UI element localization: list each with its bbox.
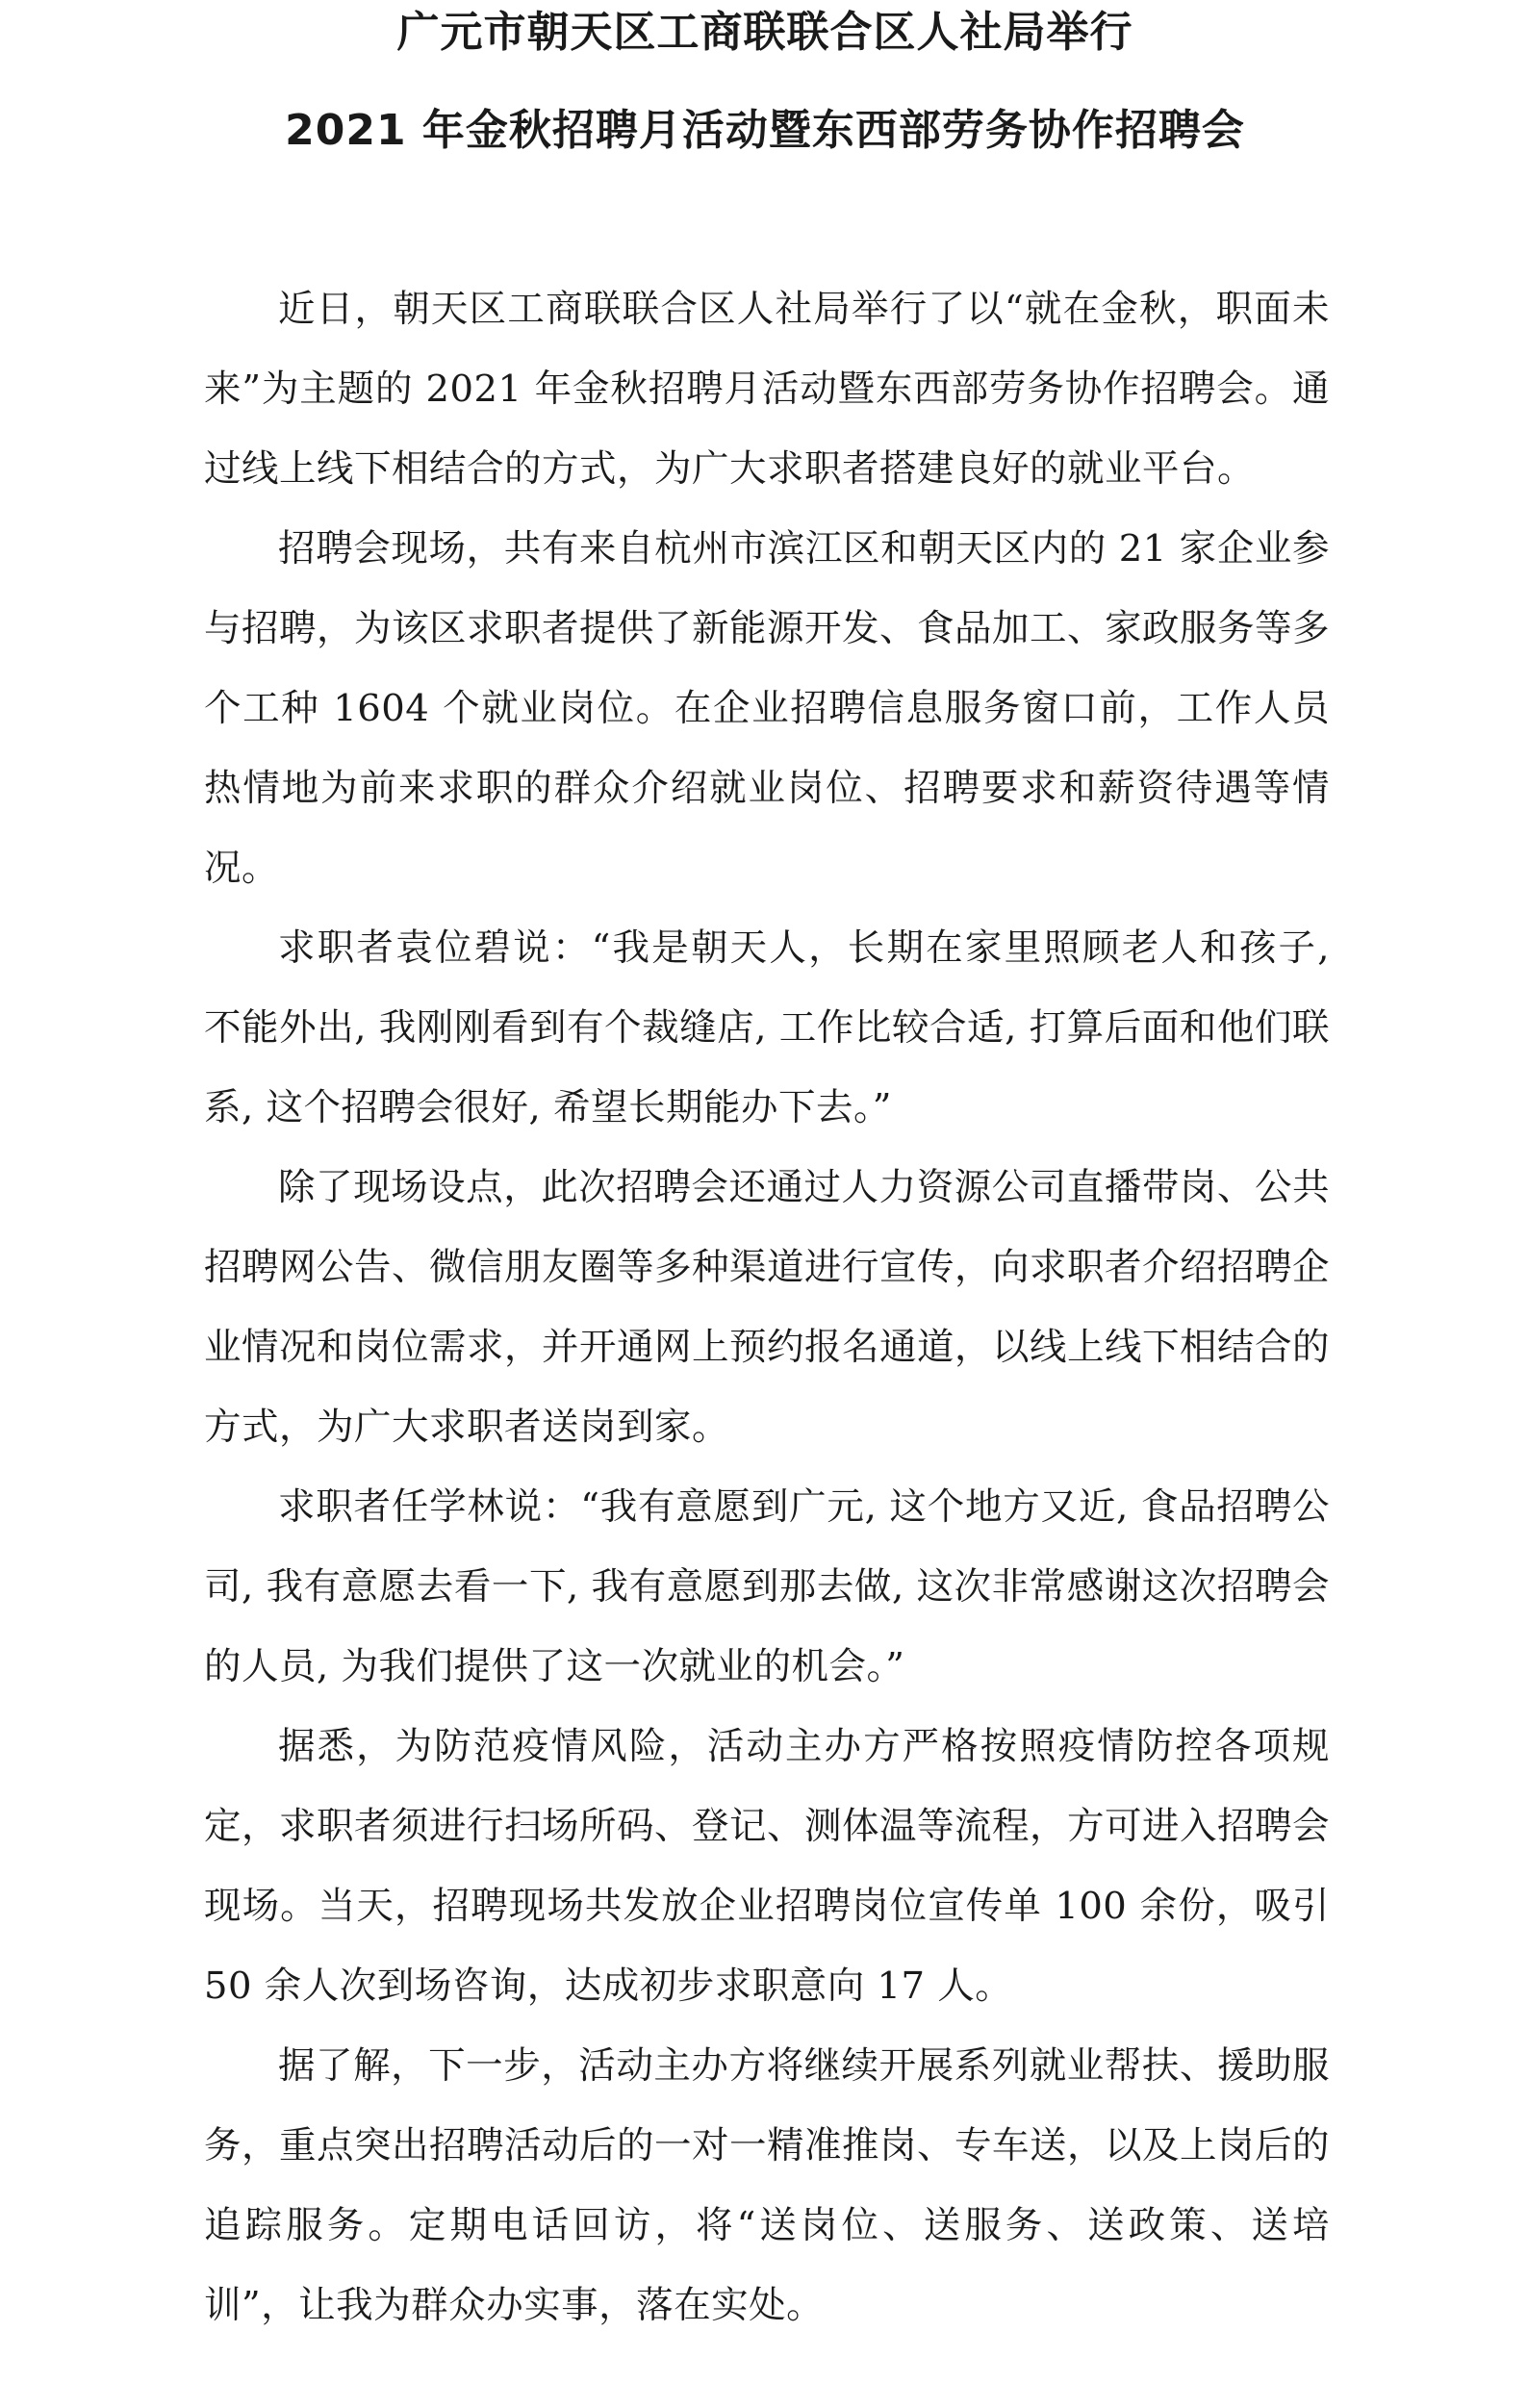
paragraph-2: 招聘会现场，共有来自杭州市滨江区和朝天区内的 21 家企业参与招聘，为该区求职者提供了新能源开发、食品加工、家政服务等多个工种 1604 个就业岗位。在企业招聘信息服务窗口前，工作人员热情地为前来求职的群众介绍就业岗位、招聘要求和薪资待遇等情况。 <box>204 527 1331 890</box>
paragraph-1: 近日，朝天区工商联联合区人社局举行了以“就在金秋，职面未来”为主题的 2021 年金秋招聘月活动暨东西部劳务协作招聘会。通过线上线下相结合的方式，为广大求职者搭建良好的就业平台。 <box>204 288 1330 491</box>
paragraph-5: 求职者任学林说：“我有意愿到广元, 这个地方又近, 食品招聘公司, 我有意愿去看一下, 我有意愿到那去做, 这次非常感谢这次招聘会的人员, 为我们提供了这一次就业的机会。” <box>204 1485 1330 1688</box>
paragraph-3: 求职者袁位碧说：“我是朝天人，长期在家里照顾老人和孩子, 不能外出, 我刚刚看到有个裁缝店, 工作比较合适, 打算后面和他们联系, 这个招聘会很好, 希望长期能办下去。” <box>204 926 1330 1129</box>
document-title-line-1: 广元市朝天区工商联联合区人社局举行 <box>396 8 1133 57</box>
paragraph-6: 据悉，为防范疫情风险，活动主办方严格按照疫情防控各项规定，求职者须进行扫场所码、登记、测体温等流程，方可进入招聘会现场。当天，招聘现场共发放企业招聘岗位宣传单 100 余份，吸引 50 余人次到场咨询，达成初步求职意向 17 人。 <box>204 1725 1331 2008</box>
document-title-line-2: 2021 年金秋招聘月活动暨东西部劳务协作招聘会 <box>285 106 1245 155</box>
document-body <box>204 269 1330 2345</box>
paragraph-7: 据了解，下一步，活动主办方将继续开展系列就业帮扶、援助服务，重点突出招聘活动后的一对一精准推岗、专车送，以及上岗后的追踪服务。定期电话回访，将“送岗位、送服务、送政策、送培训”，让我为群众办实事，落在实处。 <box>204 2044 1331 2327</box>
paragraph-4: 除了现场设点，此次招聘会还通过人力资源公司直播带岗、公共招聘网公告、微信朋友圈等多种渠道进行宣传，向求职者介绍招聘企业情况和岗位需求，并开通网上预约报名通道，以线上线下相结合的方式，为广大求职者送岗到家。 <box>204 1166 1331 1449</box>
